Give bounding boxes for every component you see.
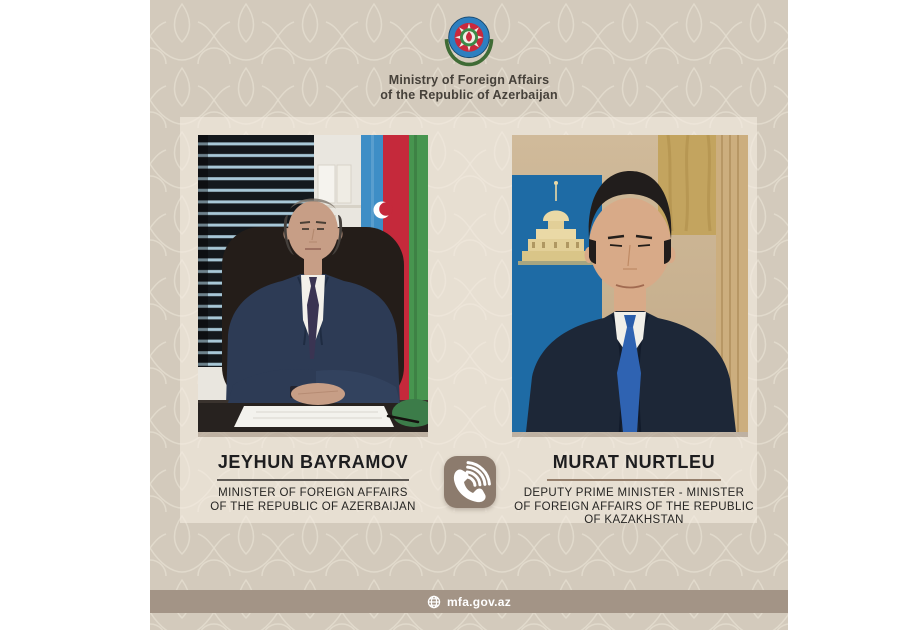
jeyhun-bayramov-portrait: [198, 135, 428, 432]
jeyhun-bayramov-photo-art: [198, 135, 428, 432]
left-name-divider: [217, 479, 409, 481]
left-official-card: [178, 452, 448, 514]
ministry-name-line2: of the Republic of Azerbaijan: [380, 88, 558, 102]
phone-call-icon: [444, 456, 496, 508]
left-official-name: JEYHUN BAYRAMOV: [217, 452, 409, 472]
left-official-title-line: OF THE REPUBLIC OF AZERBAIJAN: [210, 500, 416, 513]
phone-call-glyph: [444, 456, 496, 508]
header: [150, 12, 788, 103]
murat-nurtleu-portrait: [512, 135, 748, 432]
globe-icon: [427, 595, 441, 609]
left-official-title-line: MINISTER OF FOREIGN AFFAIRS: [218, 487, 408, 499]
right-official-title-line: OF FOREIGN AFFAIRS OF THE REPUBLIC: [514, 500, 754, 513]
azerbaijan-coat-of-arms-icon: [440, 12, 498, 68]
right-official-name: MURAT NURTLEU: [552, 452, 716, 472]
website-url: mfa.gov.az: [446, 594, 512, 609]
poster-canvas: [150, 0, 788, 630]
ministry-name-line1: Ministry of Foreign Affairs: [388, 73, 550, 87]
footer-bar: [150, 590, 788, 613]
right-official-card: [496, 452, 772, 528]
right-official-title-line: DEPUTY PRIME MINISTER - MINISTER: [523, 487, 745, 499]
murat-nurtleu-photo-art: [512, 135, 748, 432]
right-name-divider: [547, 479, 721, 481]
right-official-title-line: OF KAZAKHSTAN: [584, 514, 684, 526]
